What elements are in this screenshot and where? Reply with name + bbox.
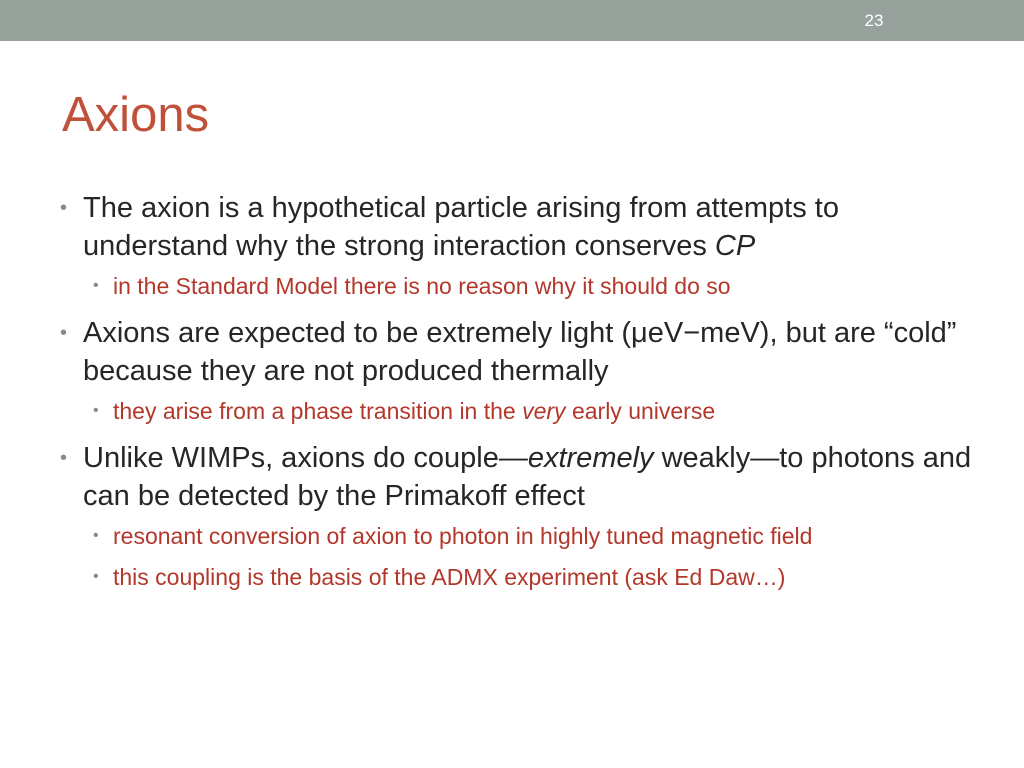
bullet-item [60,189,990,265]
header-bar [0,0,1024,41]
sub-bullet-marker: • [93,568,99,585]
bullet-text-italic: extremely [527,442,654,474]
slide-number: 23 [864,11,884,30]
sub-bullet-marker: • [93,277,99,294]
sub-bullet-text: this coupling is the basis of the ADMX experiment (ask Ed Daw…) [113,564,786,590]
slide-title: Axions [62,88,210,142]
bullet-text-italic: CP [714,230,756,262]
bullet-list [60,189,990,605]
sub-bullet-item [60,271,990,301]
sub-bullet-text: resonant conversion of axion to photon in highly tuned magnetic field [113,523,813,549]
bullet-marker: • [60,197,68,219]
sub-bullet-text: in the Standard Model there is no reason why it should do so [113,273,731,299]
sub-bullet-item [60,562,990,592]
sub-bullet-item [60,396,990,426]
sub-bullet-text-italic: very [522,398,566,424]
bullet-text: The axion is a hypothetical particle arising from attempts to understand why the strong interaction conserves [83,192,839,262]
bullet-text: Axions are expected to be extremely light (μeV−meV), but are “cold” because they are not produced thermally [83,317,957,387]
bullet-text: Unlike WIMPs, axions do couple— [83,442,528,474]
sub-bullet-marker: • [93,527,99,544]
bullet-item [60,439,990,515]
sub-bullet-item [60,521,990,551]
sub-bullet-marker: • [93,402,99,419]
sub-bullet-text: they arise from a phase transition in the [113,398,523,424]
bullet-item [60,314,990,390]
sub-bullet-text-end: early universe [565,398,716,424]
bullet-text-end: weakly—to photons and can be detected by the Primakoff effect [83,442,972,512]
bullet-marker: • [60,447,68,469]
bullet-marker: • [60,322,68,344]
